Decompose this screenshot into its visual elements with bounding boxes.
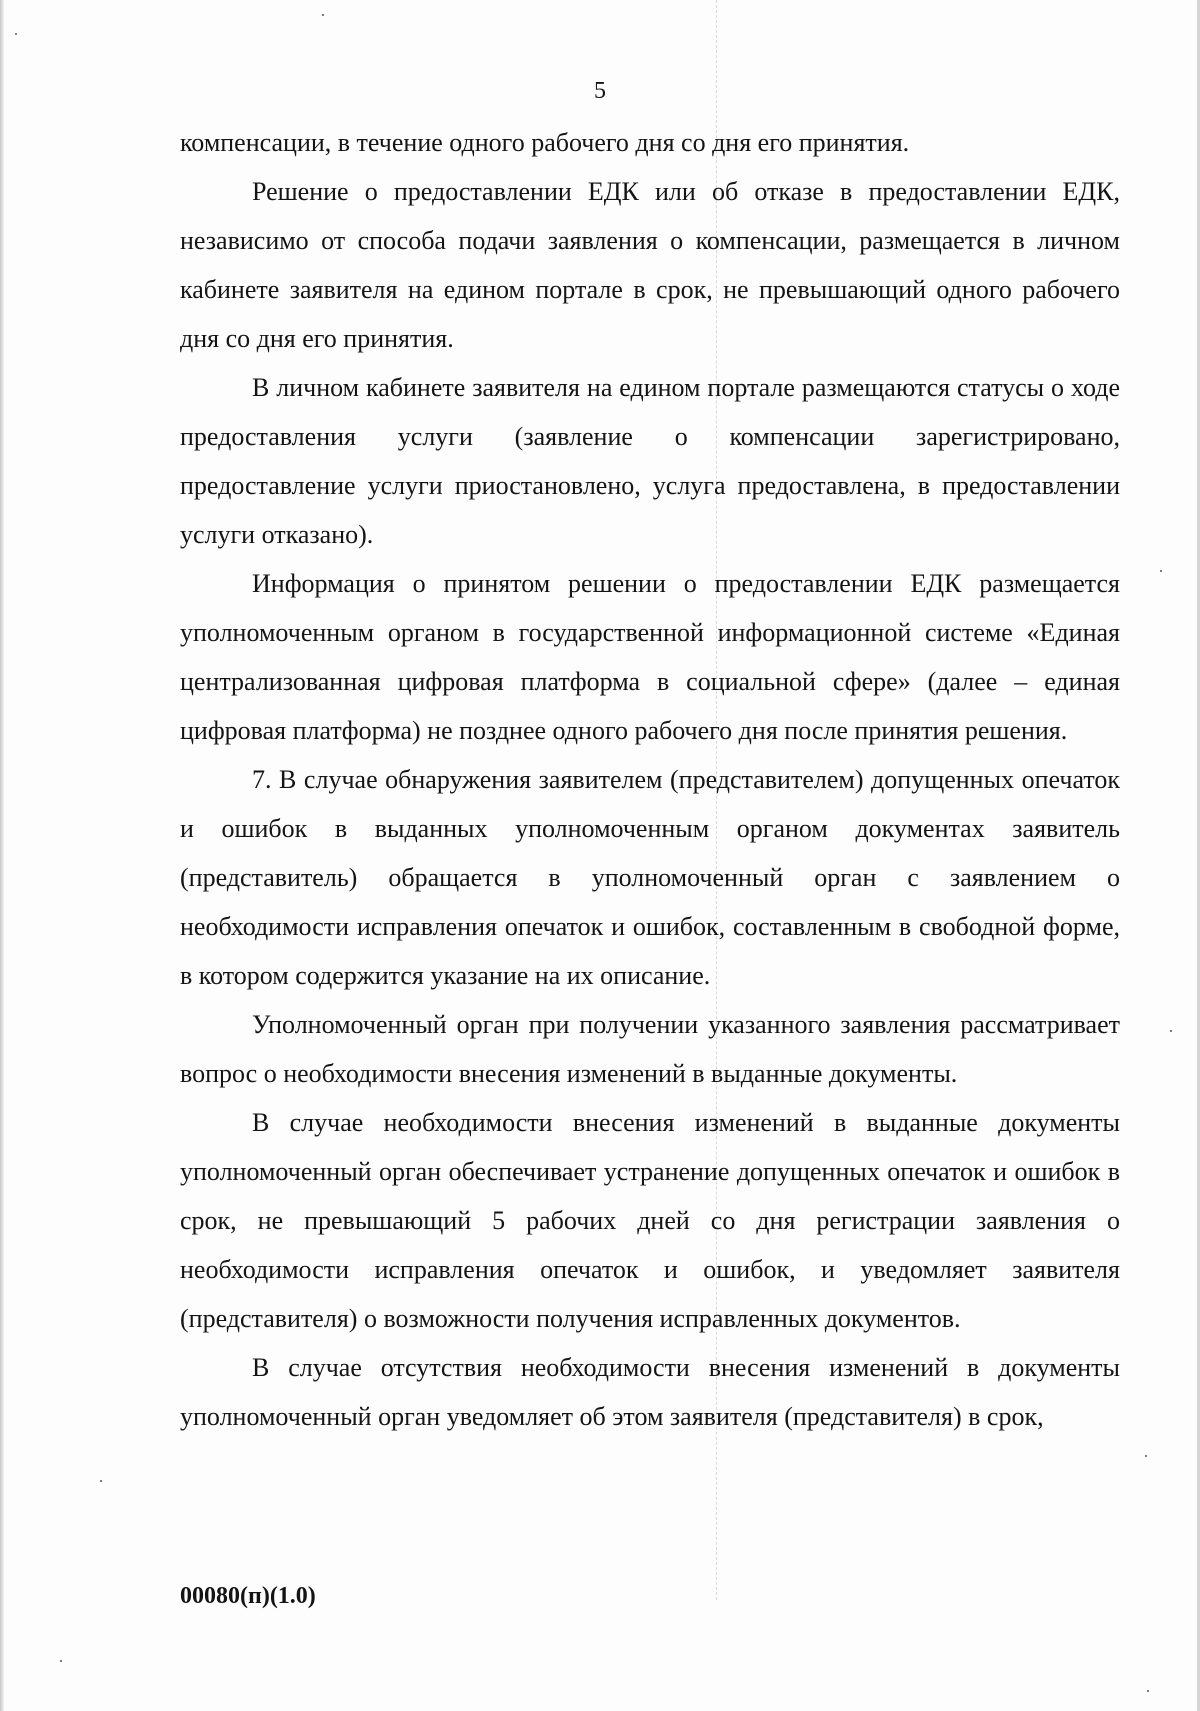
paragraph-4: Информация о принятом решении о предоставлении ЕДК размещается уполномоченным органом в государственной информационной системе «Единая централизованная цифровая платформа в социальной сфере» (далее – единая цифровая платформа) не позднее одного рабочего дня после принятия решения. [180, 569, 1120, 745]
page-number: 5 [594, 78, 606, 104]
scan-speck [1147, 1690, 1149, 1692]
scan-speck [1160, 570, 1162, 572]
document-body [180, 118, 1120, 1441]
scan-speck [322, 14, 324, 16]
paragraph-2: Решение о предоставлении ЕДК или об отказе в предоставлении ЕДК, независимо от способа подачи заявления о компенсации, размещается в личном кабинете заявителя на едином портале в срок, не превышающий одного рабочего дня со дня его принятия. [180, 177, 1120, 353]
document-code: 00080(п)(1.0) [180, 1583, 316, 1609]
paragraph-8: В случае отсутствия необходимости внесения изменений в документы уполномоченный орган уведомляет об этом заявителя (представителя) в срок, [180, 1353, 1120, 1431]
scan-speck [100, 1480, 102, 1482]
paragraph-7: В случае необходимости внесения изменений в выданные документы уполномоченный орган обеспечивает устранение допущенных опечаток и ошибок в срок, не превышающий 5 рабочих дней со дня регистрации заявления о необходимости исправления опечаток и ошибок, и уведомляет заявителя (представителя) о возможности получения исправленных документов. [180, 1108, 1120, 1333]
scan-speck [60, 1660, 62, 1662]
page-edge-left [0, 0, 4, 1711]
paragraph-3: В личном кабинете заявителя на едином портале размещаются статусы о ходе предоставления услуги (заявление о компенсации зарегистрировано, предоставление услуги приостановлено, услуга предоставлена, в предоставлении услуги отказано). [180, 373, 1120, 549]
paragraph-6: Уполномоченный орган при получении указанного заявления рассматривает вопрос о необходимости внесения изменений в выданные документы. [180, 1010, 1120, 1088]
scan-speck [15, 33, 17, 35]
paragraph-1: компенсации, в течение одного рабочего дня со дня его принятия. [180, 128, 910, 157]
scan-speck [1170, 1030, 1172, 1032]
scan-speck [1145, 1455, 1147, 1457]
paragraph-5: 7. В случае обнаружения заявителем (представителем) допущенных опечаток и ошибок в выданных уполномоченным органом документах заявитель (представитель) обращается в уполномоченный орган с заявлением о необходимости исправления опечаток и ошибок, составленным в свободной форме, в котором содержится указание на их описание. [180, 765, 1120, 990]
